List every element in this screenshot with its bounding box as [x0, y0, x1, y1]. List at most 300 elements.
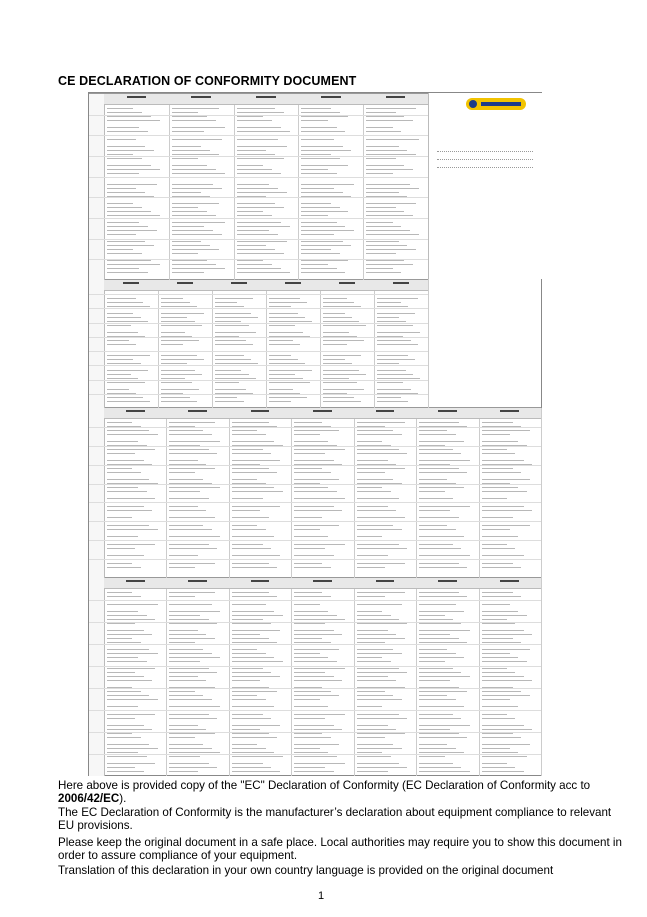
text-line [357, 668, 399, 669]
text-line [294, 487, 328, 488]
text-line [294, 657, 328, 658]
text-line [366, 215, 413, 216]
text-line [215, 401, 244, 402]
text-line [357, 630, 388, 631]
row-divider [89, 502, 541, 503]
row-header-column [89, 578, 105, 776]
text-line [269, 382, 310, 383]
text-line [377, 397, 401, 398]
text-line [419, 453, 461, 454]
text-line [237, 249, 275, 250]
text-line [107, 744, 149, 745]
column-header [158, 280, 212, 291]
text-line [169, 525, 203, 526]
text-line [294, 725, 334, 726]
text-line [237, 215, 272, 216]
text-line [419, 479, 447, 480]
text-line [294, 536, 328, 537]
text-line [482, 718, 516, 719]
text-line [107, 767, 135, 768]
text-line [107, 169, 160, 170]
text-line [482, 695, 530, 696]
text-line [301, 165, 348, 166]
text-line [357, 756, 391, 757]
text-line [237, 192, 287, 193]
text-line [237, 222, 281, 223]
text-line [377, 355, 408, 356]
text-line [172, 154, 219, 155]
text-line [482, 733, 513, 734]
text-line [169, 695, 203, 696]
text-line [323, 313, 345, 314]
text-line [237, 268, 281, 269]
text-line [232, 756, 283, 757]
row-header-column [89, 94, 105, 280]
text-line [357, 479, 394, 480]
text-line [294, 567, 331, 568]
text-line [107, 434, 158, 435]
text-line [107, 771, 144, 772]
text-line [419, 604, 456, 605]
text-line [107, 611, 138, 612]
text-line [237, 264, 272, 265]
text-line [269, 363, 305, 364]
text-line [169, 604, 211, 605]
text-line [482, 634, 533, 635]
text-line [107, 184, 157, 185]
text-line [232, 430, 257, 431]
text-line [377, 374, 413, 375]
text-line [237, 272, 290, 273]
text-line [107, 449, 155, 450]
text-line [323, 382, 357, 383]
text-line [237, 207, 284, 208]
text-line [237, 184, 269, 185]
text-line [232, 725, 280, 726]
text-line [366, 226, 401, 227]
text-line [232, 691, 277, 692]
text-line [294, 498, 345, 499]
text-line [301, 249, 330, 250]
text-line [169, 756, 200, 757]
text-line [377, 401, 408, 402]
text-line [294, 718, 325, 719]
text-line [357, 653, 402, 654]
language-column [416, 578, 479, 776]
column-header [416, 578, 478, 589]
text-line [419, 529, 456, 530]
text-line [237, 108, 275, 109]
text-line [419, 661, 444, 662]
text-line [482, 510, 533, 511]
text-line [366, 112, 395, 113]
text-line [482, 615, 527, 616]
text-line [482, 748, 510, 749]
text-line [169, 422, 214, 423]
text-line [232, 487, 274, 488]
text-line [215, 363, 258, 364]
text-line [323, 355, 361, 356]
text-line [357, 729, 397, 730]
text-line [357, 623, 408, 624]
text-line [419, 649, 447, 650]
language-column [479, 408, 542, 578]
text-line [323, 302, 354, 303]
text-line [482, 548, 516, 549]
text-line [419, 748, 456, 749]
text-line [294, 506, 334, 507]
text-line [294, 699, 319, 700]
text-line [419, 567, 467, 568]
text-line [237, 154, 275, 155]
text-line [232, 642, 277, 643]
text-line [172, 264, 216, 265]
text-line [107, 596, 141, 597]
row-divider [89, 135, 428, 136]
text-line [357, 771, 388, 772]
text-line [366, 169, 413, 170]
column-header [266, 280, 320, 291]
text-line [419, 536, 464, 537]
text-line [357, 619, 399, 620]
text-line [482, 752, 519, 753]
text-line [107, 222, 139, 223]
text-line [294, 672, 325, 673]
text-line [237, 230, 269, 231]
text-line [366, 245, 407, 246]
text-line [301, 184, 354, 185]
text-line [232, 676, 280, 677]
text-line [269, 302, 307, 303]
text-line [107, 763, 155, 764]
language-column [169, 94, 235, 280]
text-line [169, 611, 220, 612]
text-line [482, 544, 507, 545]
text-line [107, 340, 129, 341]
text-line [172, 116, 207, 117]
language-column [234, 94, 300, 280]
text-line [294, 525, 339, 526]
text-line [232, 596, 277, 597]
text-line [107, 680, 152, 681]
text-line [169, 699, 211, 700]
text-line [419, 737, 467, 738]
text-line [107, 544, 155, 545]
language-column [291, 578, 354, 776]
text-line [169, 555, 197, 556]
row-divider [89, 308, 428, 309]
text-line [107, 642, 141, 643]
text-line [161, 397, 190, 398]
text-line [169, 517, 214, 518]
text-line [169, 737, 194, 738]
text-line [232, 638, 269, 639]
text-line [482, 555, 524, 556]
text-line [107, 525, 149, 526]
text-line [232, 699, 266, 700]
text-line [232, 544, 263, 545]
text-line [482, 422, 513, 423]
text-line [169, 453, 217, 454]
text-line [237, 245, 266, 246]
text-line [169, 657, 220, 658]
row-divider [89, 600, 541, 601]
text-line [107, 154, 133, 155]
text-line [107, 491, 147, 492]
text-line [107, 150, 154, 151]
text-line [215, 359, 251, 360]
declaration-block [89, 407, 541, 578]
text-line [232, 668, 263, 669]
text-line [294, 695, 339, 696]
text-line [172, 241, 201, 242]
text-line [301, 272, 345, 273]
text-line [161, 374, 202, 375]
brand-logo [466, 98, 526, 110]
text-line [294, 460, 334, 461]
text-line [357, 510, 397, 511]
column-header [354, 408, 416, 419]
text-line [482, 676, 524, 677]
text-line [482, 596, 522, 597]
text-line [169, 729, 206, 730]
text-line [237, 169, 272, 170]
text-line [232, 563, 269, 564]
text-line [107, 211, 151, 212]
text-line [482, 491, 527, 492]
column-header [104, 578, 166, 589]
text-line [301, 207, 339, 208]
text-line [366, 234, 419, 235]
text-line [301, 173, 336, 174]
text-line [357, 525, 394, 526]
text-line [107, 592, 132, 593]
text-line [323, 340, 364, 341]
text-line [107, 397, 143, 398]
text-line [323, 332, 349, 333]
language-column [166, 578, 229, 776]
text-line [357, 491, 391, 492]
text-line [107, 567, 141, 568]
text-line [419, 544, 453, 545]
text-line [357, 706, 382, 707]
column-header [298, 94, 363, 105]
row-divider [89, 156, 428, 157]
text-line [294, 510, 342, 511]
text-line [357, 604, 402, 605]
text-line [357, 752, 382, 753]
text-line [161, 359, 204, 360]
row-divider [89, 754, 541, 755]
text-line [169, 479, 203, 480]
text-line [237, 241, 287, 242]
text-line [294, 623, 325, 624]
text-line [419, 699, 456, 700]
text-line [482, 434, 510, 435]
text-line [169, 676, 197, 677]
text-line [107, 173, 139, 174]
language-column [158, 280, 213, 408]
text-line [482, 763, 507, 764]
text-line [294, 691, 331, 692]
text-line [419, 668, 453, 669]
text-line [232, 611, 274, 612]
text-line [107, 249, 133, 250]
text-line [169, 449, 209, 450]
text-line [172, 211, 207, 212]
text-line [161, 355, 197, 356]
text-line [482, 714, 507, 715]
text-line [294, 615, 336, 616]
text-line [482, 441, 519, 442]
text-line [215, 344, 253, 345]
text-line [107, 332, 138, 333]
text-line [107, 453, 135, 454]
text-line [232, 744, 257, 745]
text-line [269, 389, 293, 390]
text-line [169, 544, 209, 545]
text-line [269, 370, 312, 371]
text-line [377, 298, 418, 299]
text-line [269, 325, 295, 326]
text-line [215, 374, 249, 375]
text-line [107, 634, 152, 635]
text-line [419, 623, 461, 624]
text-line [107, 363, 141, 364]
text-line [301, 158, 339, 159]
text-line [232, 733, 269, 734]
text-line [107, 382, 145, 383]
text-line [169, 733, 214, 734]
text-line [482, 680, 533, 681]
text-line [107, 355, 150, 356]
text-line [419, 563, 459, 564]
text-line [107, 374, 131, 375]
text-line [172, 184, 213, 185]
text-line [169, 548, 217, 549]
text-line [366, 173, 392, 174]
text-line [215, 397, 237, 398]
text-line [366, 127, 392, 128]
row-divider [89, 337, 428, 338]
text-line [215, 317, 258, 318]
text-line [294, 756, 336, 757]
text-line [357, 422, 405, 423]
text-line [172, 165, 207, 166]
text-line [172, 173, 225, 174]
text-line [169, 744, 203, 745]
text-line [232, 506, 280, 507]
text-line [161, 340, 199, 341]
column-header [166, 578, 228, 589]
text-line [172, 108, 219, 109]
text-line [232, 422, 269, 423]
text-line [232, 491, 283, 492]
text-line [357, 487, 382, 488]
text-line [172, 120, 216, 121]
text-line [357, 638, 405, 639]
language-column [229, 408, 292, 578]
text-line [237, 173, 281, 174]
column-header [479, 578, 541, 589]
text-line [357, 634, 397, 635]
text-line [169, 430, 203, 431]
manufacturer-declaration-paragraph: The EC Declaration of Conformity is the manufacturer’s declaration about equipment compliance to relevant EU provisions. [58, 806, 612, 833]
text-line [107, 661, 147, 662]
text-line [169, 434, 211, 435]
text-line [357, 615, 391, 616]
text-line [107, 253, 142, 254]
text-line [323, 397, 354, 398]
text-line [294, 422, 322, 423]
text-line [482, 430, 530, 431]
text-line [237, 116, 263, 117]
text-line [357, 555, 388, 556]
text-line [269, 397, 307, 398]
declaration-copy-image [88, 92, 542, 776]
text-line [169, 767, 217, 768]
text-line [419, 525, 447, 526]
text-line [377, 306, 408, 307]
row-divider [89, 484, 541, 485]
row-header-column [89, 280, 105, 408]
text-line [377, 363, 399, 364]
language-column [374, 280, 429, 408]
text-line [237, 150, 266, 151]
text-line [169, 615, 200, 616]
text-line [357, 680, 397, 681]
text-line [357, 472, 385, 473]
text-line [301, 188, 333, 189]
text-line [419, 771, 470, 772]
text-line [107, 234, 136, 235]
text-line [269, 313, 298, 314]
text-line [301, 112, 339, 113]
text-line [107, 718, 135, 719]
text-line [232, 767, 272, 768]
text-line [357, 506, 388, 507]
text-line [232, 657, 274, 658]
text-line [237, 158, 284, 159]
text-line [172, 226, 204, 227]
text-line [323, 344, 347, 345]
text-line [366, 249, 416, 250]
text-line [482, 498, 507, 499]
text-line [172, 234, 222, 235]
text-line [357, 536, 382, 537]
text-line [232, 453, 272, 454]
column-header [104, 280, 158, 291]
text-line [107, 389, 129, 390]
text-line [419, 441, 464, 442]
text-line [161, 363, 187, 364]
text-line [161, 401, 197, 402]
row-divider [89, 644, 541, 645]
text-line [169, 634, 206, 635]
text-line [301, 139, 333, 140]
text-line [301, 131, 345, 132]
text-line [419, 752, 464, 753]
text-line [169, 563, 214, 564]
text-line [172, 158, 198, 159]
text-line [301, 108, 330, 109]
text-line [107, 298, 136, 299]
column-header [479, 408, 541, 419]
text-line [357, 460, 388, 461]
row-divider [89, 177, 428, 178]
text-line [269, 306, 291, 307]
text-line [301, 253, 339, 254]
